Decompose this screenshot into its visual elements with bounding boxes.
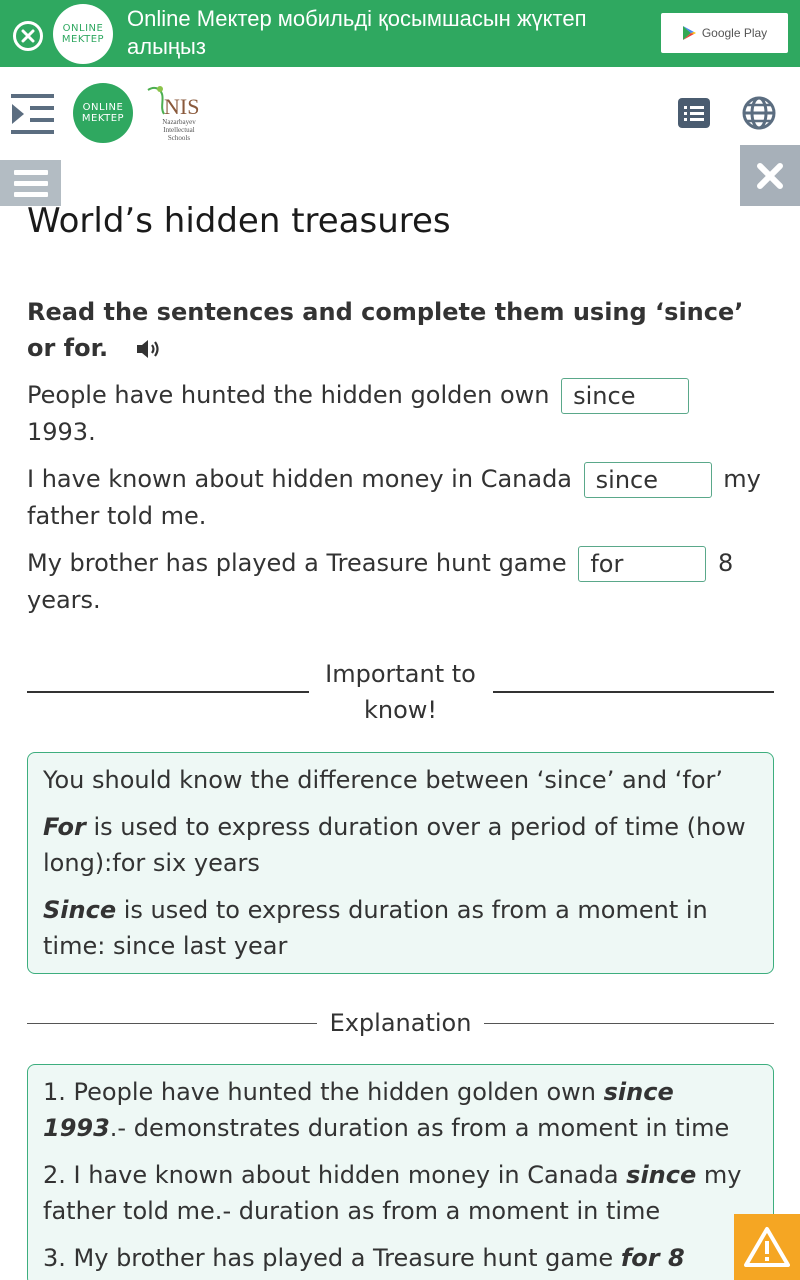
banner-text: Online Мектер мобильді қосымшасын жүктеп алыңыз [127, 6, 587, 59]
close-icon [756, 162, 784, 190]
sentence-text: I have known about hidden money in Canada [27, 465, 573, 493]
explanation-item [43, 1240, 758, 1276]
task-instruction [27, 294, 774, 366]
explanation-answer: for 8 [620, 1244, 685, 1272]
explanation-text: 1. People have hunted the hidden golden own [43, 1078, 604, 1106]
google-play-label: Google Play [701, 26, 768, 40]
globe-icon[interactable] [742, 96, 776, 130]
answer-field-1[interactable]: since [561, 378, 689, 414]
sentence-2 [27, 461, 774, 534]
online-mektep-logo [53, 4, 113, 64]
nis-subtitle [146, 118, 212, 142]
since-rule [43, 892, 758, 964]
close-panel-button[interactable] [740, 145, 800, 206]
explanation-text: my father told me.- duration as from a moment in time [43, 1161, 742, 1225]
instruction-text: Read the sentences and complete them using ‘since’ or for. [27, 298, 744, 362]
explanation-text: 3. My brother has played a Treasure hunt game [43, 1244, 621, 1272]
logo-line1: ONLINE [62, 23, 104, 34]
explanation-box [27, 1064, 774, 1280]
sentence-text: my father told me. [27, 465, 761, 530]
explanation-text: 2. I have known about hidden money in Canada [43, 1161, 627, 1189]
divider-line [493, 691, 775, 693]
explanation-divider [27, 1005, 774, 1041]
important-heading: Important to know! [325, 660, 476, 724]
sentence-text: 8 years. [27, 549, 734, 614]
google-play-button[interactable] [661, 13, 788, 53]
online-mektep-logo[interactable] [73, 83, 133, 143]
nis-logo [146, 84, 210, 146]
menu-indent-icon[interactable] [11, 94, 54, 134]
explanation-item [43, 1157, 758, 1229]
app-download-banner [0, 0, 800, 67]
sentence-text: My brother has played a Treasure hunt game [27, 549, 567, 577]
answer-field-3[interactable]: for [578, 546, 706, 582]
page-title: World’s hidden treasures [27, 201, 451, 241]
sentence-text: People have hunted the hidden golden own [27, 381, 550, 409]
sentence-text: 1993. [27, 418, 96, 446]
important-divider [27, 656, 774, 728]
close-circle-icon [21, 29, 35, 43]
explanation-answer: since 1993 [43, 1078, 674, 1142]
logo-line2: MEKTEP [61, 34, 105, 45]
google-play-icon [682, 25, 696, 41]
for-text: is used to express duration over a period of time (how long):for six years [43, 813, 746, 877]
logo-line2: MEKTEP [81, 113, 125, 124]
list-icon[interactable] [678, 98, 710, 128]
logo-line1: ONLINE [82, 102, 124, 113]
important-box [27, 752, 774, 974]
sentence-3 [27, 545, 774, 618]
banner-close-button[interactable] [13, 21, 43, 51]
since-text: is used to express duration as from a moment in time: since last year [43, 896, 708, 960]
explanation-answer: since [626, 1161, 697, 1189]
explanation-text: .- demonstrates duration as from a moment in time [109, 1114, 730, 1142]
explanation-heading: Explanation [329, 1009, 472, 1037]
divider-line [27, 691, 309, 693]
report-problem-button[interactable] [734, 1214, 800, 1280]
speaker-icon[interactable] [135, 337, 163, 361]
important-intro: You should know the difference between ‘since’ and ‘for’ [43, 766, 723, 794]
for-term: For [43, 813, 86, 841]
nis-sub-line2: Intellectual [163, 126, 195, 134]
sentence-1 [27, 377, 774, 450]
explanation-item [43, 1074, 758, 1146]
nis-title: NIS [164, 94, 200, 119]
answer-field-2[interactable]: since [584, 462, 712, 498]
main-content [27, 198, 774, 1280]
warning-icon [744, 1226, 790, 1268]
divider-line [484, 1023, 774, 1024]
nis-sub-line1: Nazarbayev [162, 118, 196, 126]
nis-sub-line3: Schools [167, 134, 191, 142]
for-rule [43, 809, 758, 881]
divider-line [27, 1023, 317, 1024]
since-term: Since [43, 896, 117, 924]
